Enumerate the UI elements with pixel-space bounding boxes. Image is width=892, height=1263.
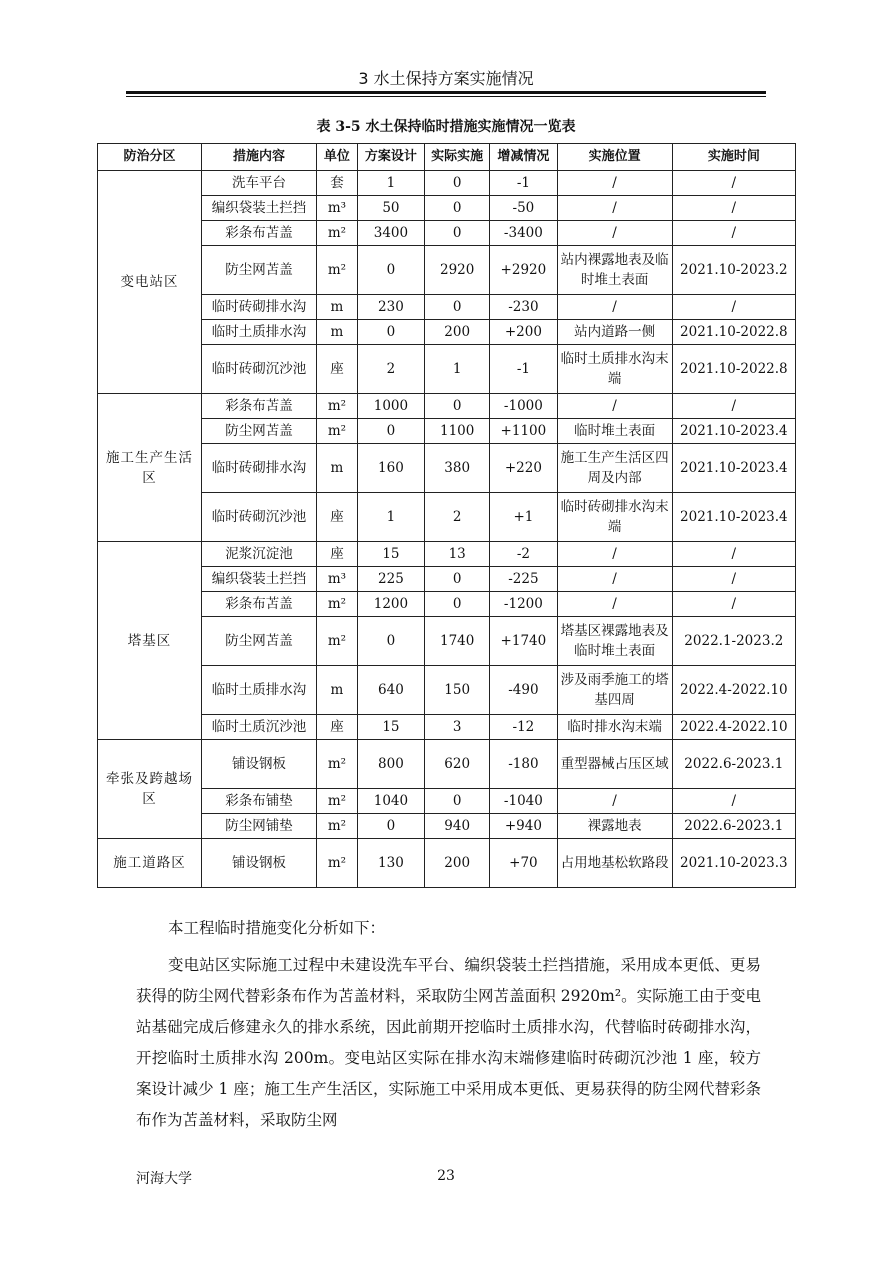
measure-cell: 临时砖砌沉沙池 <box>201 493 316 542</box>
table-header-row <box>98 144 796 171</box>
table-row <box>98 171 796 196</box>
design-cell: 0 <box>357 814 424 839</box>
location-cell: 裸露地表 <box>557 814 672 839</box>
measure-cell: 防尘网苫盖 <box>201 246 316 295</box>
unit-cell: m <box>317 295 358 320</box>
table-row <box>98 394 796 419</box>
measure-cell: 泥浆沉淀池 <box>201 542 316 567</box>
actual-cell: 3 <box>425 715 490 740</box>
location-cell: / <box>557 295 672 320</box>
change-cell: -1 <box>490 171 557 196</box>
table-row <box>98 567 796 592</box>
table-row <box>98 295 796 320</box>
design-cell: 160 <box>357 444 424 493</box>
actual-cell: 0 <box>425 196 490 221</box>
measure-cell: 临时砖砌排水沟 <box>201 444 316 493</box>
table-row <box>98 666 796 715</box>
measures-table <box>97 143 796 888</box>
time-cell: 2022.6-2023.1 <box>672 814 795 839</box>
change-cell: -3400 <box>490 221 557 246</box>
time-cell: 2021.10-2022.8 <box>672 345 795 394</box>
actual-cell: 0 <box>425 789 490 814</box>
change-cell: +220 <box>490 444 557 493</box>
change-cell: +1 <box>490 493 557 542</box>
location-cell: / <box>557 171 672 196</box>
measure-cell: 临时土质排水沟 <box>201 320 316 345</box>
change-cell: +940 <box>490 814 557 839</box>
design-cell: 15 <box>357 715 424 740</box>
unit-cell: m² <box>317 419 358 444</box>
table-row <box>98 246 796 295</box>
zone-cell: 施工生产生活区 <box>98 394 202 542</box>
location-cell: 站内裸露地表及临时堆土表面 <box>557 246 672 295</box>
location-cell: / <box>557 567 672 592</box>
change-cell: +70 <box>490 839 557 888</box>
table-row <box>98 221 796 246</box>
table-row <box>98 320 796 345</box>
measure-cell: 防尘网苫盖 <box>201 617 316 666</box>
measure-cell: 编织袋装土拦挡 <box>201 196 316 221</box>
design-cell: 0 <box>357 617 424 666</box>
actual-cell: 200 <box>425 320 490 345</box>
change-cell: -180 <box>490 740 557 789</box>
location-cell: 重型器械占压区域 <box>557 740 672 789</box>
location-cell: 塔基区裸露地表及临时堆土表面 <box>557 617 672 666</box>
location-cell: 涉及雨季施工的塔基四周 <box>557 666 672 715</box>
change-cell: -12 <box>490 715 557 740</box>
unit-cell: 座 <box>317 542 358 567</box>
unit-cell: m³ <box>317 196 358 221</box>
time-cell: 2022.6-2023.1 <box>672 740 795 789</box>
change-cell: -2 <box>490 542 557 567</box>
table-caption: 表 3-5 水土保持临时措施实施情况一览表 <box>316 119 576 135</box>
measure-cell: 临时砖砌沉沙池 <box>201 345 316 394</box>
analysis-intro: 本工程临时措施变化分析如下： <box>168 919 386 937</box>
actual-cell: 0 <box>425 394 490 419</box>
time-cell: 2021.10-2023.4 <box>672 419 795 444</box>
unit-cell: 座 <box>317 493 358 542</box>
change-cell: +200 <box>490 320 557 345</box>
unit-cell: 座 <box>317 715 358 740</box>
measure-cell: 彩条布苫盖 <box>201 221 316 246</box>
column-header: 防治分区 <box>98 144 202 171</box>
unit-cell: m <box>317 444 358 493</box>
change-cell: -225 <box>490 567 557 592</box>
design-cell: 225 <box>357 567 424 592</box>
table-row <box>98 345 796 394</box>
change-cell: -50 <box>490 196 557 221</box>
zone-cell: 变电站区 <box>98 171 202 394</box>
actual-cell: 2920 <box>425 246 490 295</box>
column-header: 单位 <box>317 144 358 171</box>
table-row <box>98 196 796 221</box>
column-header: 实施位置 <box>557 144 672 171</box>
table-row <box>98 740 796 789</box>
table-row <box>98 715 796 740</box>
measure-cell: 彩条布苫盖 <box>201 394 316 419</box>
design-cell: 1 <box>357 493 424 542</box>
table-row <box>98 444 796 493</box>
unit-cell: m² <box>317 839 358 888</box>
time-cell: / <box>672 394 795 419</box>
unit-cell: m² <box>317 592 358 617</box>
time-cell: / <box>672 171 795 196</box>
design-cell: 230 <box>357 295 424 320</box>
header-rule-thick <box>126 91 766 94</box>
design-cell: 640 <box>357 666 424 715</box>
location-cell: 临时堆土表面 <box>557 419 672 444</box>
table-row <box>98 493 796 542</box>
measure-cell: 临时土质排水沟 <box>201 666 316 715</box>
page-number: 23 <box>437 1168 455 1184</box>
unit-cell: 套 <box>317 171 358 196</box>
change-cell: -1000 <box>490 394 557 419</box>
analysis-paragraph: 变电站区实际施工过程中未建设洗车平台、编织袋装土拦挡措施，采用成本更低、更易获得的防尘网代替彩条布作为苫盖材料，采取防尘网苫盖面积 2920m²。实际施工由于变电站基础完成后修建永久的排水系统，因此前期开挖临时土质排水沟，代替临时砖砌排水沟，开挖临时土质排水沟 200m。变电站区实际在排水沟末端修建临时砖砌沉沙池 1 座，较方案设计减少 1 座；施工生产生活区，实际施工中采用成本更低、更易获得的防尘网代替彩条布作为苫盖材料，采取防尘网 <box>136 956 761 1129</box>
table-row <box>98 617 796 666</box>
time-cell: 2021.10-2023.3 <box>672 839 795 888</box>
time-cell: / <box>672 789 795 814</box>
unit-cell: m² <box>317 221 358 246</box>
unit-cell: m <box>317 320 358 345</box>
change-cell: -230 <box>490 295 557 320</box>
measure-cell: 编织袋装土拦挡 <box>201 567 316 592</box>
actual-cell: 1740 <box>425 617 490 666</box>
column-header: 措施内容 <box>201 144 316 171</box>
location-cell: / <box>557 394 672 419</box>
actual-cell: 0 <box>425 592 490 617</box>
table-row <box>98 839 796 888</box>
actual-cell: 2 <box>425 493 490 542</box>
measure-cell: 临时砖砌排水沟 <box>201 295 316 320</box>
design-cell: 0 <box>357 419 424 444</box>
table-row <box>98 592 796 617</box>
footer-institution: 河海大学 <box>136 1171 192 1187</box>
table-row <box>98 419 796 444</box>
change-cell: +1100 <box>490 419 557 444</box>
location-cell: 临时砖砌排水沟末端 <box>557 493 672 542</box>
measure-cell: 临时土质沉沙池 <box>201 715 316 740</box>
design-cell: 15 <box>357 542 424 567</box>
time-cell: 2021.10-2023.4 <box>672 493 795 542</box>
design-cell: 130 <box>357 839 424 888</box>
time-cell: 2021.10-2023.4 <box>672 444 795 493</box>
time-cell: / <box>672 221 795 246</box>
change-cell: +2920 <box>490 246 557 295</box>
time-cell: / <box>672 592 795 617</box>
actual-cell: 150 <box>425 666 490 715</box>
location-cell: / <box>557 196 672 221</box>
unit-cell: m² <box>317 740 358 789</box>
location-cell: 临时土质排水沟末端 <box>557 345 672 394</box>
unit-cell: m² <box>317 814 358 839</box>
change-cell: -490 <box>490 666 557 715</box>
measure-cell: 彩条布铺垫 <box>201 789 316 814</box>
design-cell: 800 <box>357 740 424 789</box>
design-cell: 1000 <box>357 394 424 419</box>
measure-cell: 洗车平台 <box>201 171 316 196</box>
design-cell: 2 <box>357 345 424 394</box>
zone-cell: 牵张及跨越场区 <box>98 740 202 839</box>
time-cell: / <box>672 295 795 320</box>
location-cell: 施工生产生活区四周及内部 <box>557 444 672 493</box>
design-cell: 3400 <box>357 221 424 246</box>
location-cell: 临时排水沟末端 <box>557 715 672 740</box>
unit-cell: m² <box>317 394 358 419</box>
design-cell: 1040 <box>357 789 424 814</box>
actual-cell: 0 <box>425 221 490 246</box>
location-cell: / <box>557 789 672 814</box>
table-row <box>98 814 796 839</box>
time-cell: / <box>672 196 795 221</box>
measure-cell: 防尘网铺垫 <box>201 814 316 839</box>
table-body <box>98 171 796 888</box>
location-cell: 站内道路一侧 <box>557 320 672 345</box>
unit-cell: 座 <box>317 345 358 394</box>
design-cell: 1 <box>357 171 424 196</box>
time-cell: 2022.4-2022.10 <box>672 715 795 740</box>
measure-cell: 彩条布苫盖 <box>201 592 316 617</box>
header-rule-thin <box>126 96 766 97</box>
time-cell: 2021.10-2023.2 <box>672 246 795 295</box>
table-row <box>98 542 796 567</box>
measure-cell: 铺设钢板 <box>201 839 316 888</box>
actual-cell: 0 <box>425 171 490 196</box>
actual-cell: 13 <box>425 542 490 567</box>
location-cell: 占用地基松软路段 <box>557 839 672 888</box>
measure-cell: 铺设钢板 <box>201 740 316 789</box>
zone-cell: 塔基区 <box>98 542 202 740</box>
unit-cell: m³ <box>317 567 358 592</box>
change-cell: -1200 <box>490 592 557 617</box>
time-cell: 2022.4-2022.10 <box>672 666 795 715</box>
design-cell: 0 <box>357 246 424 295</box>
actual-cell: 380 <box>425 444 490 493</box>
column-header: 实施时间 <box>672 144 795 171</box>
unit-cell: m² <box>317 789 358 814</box>
column-header: 实际实施 <box>425 144 490 171</box>
column-header: 增减情况 <box>490 144 557 171</box>
location-cell: / <box>557 592 672 617</box>
actual-cell: 0 <box>425 295 490 320</box>
design-cell: 50 <box>357 196 424 221</box>
unit-cell: m² <box>317 617 358 666</box>
zone-cell: 施工道路区 <box>98 839 202 888</box>
unit-cell: m² <box>317 246 358 295</box>
measure-cell: 防尘网苫盖 <box>201 419 316 444</box>
unit-cell: m <box>317 666 358 715</box>
design-cell: 1200 <box>357 592 424 617</box>
time-cell: 2022.1-2023.2 <box>672 617 795 666</box>
change-cell: -1 <box>490 345 557 394</box>
location-cell: / <box>557 542 672 567</box>
column-header: 方案设计 <box>357 144 424 171</box>
design-cell: 0 <box>357 320 424 345</box>
running-header: 3 水土保持方案实施情况 <box>358 69 534 88</box>
actual-cell: 620 <box>425 740 490 789</box>
actual-cell: 1 <box>425 345 490 394</box>
actual-cell: 0 <box>425 567 490 592</box>
table-row <box>98 789 796 814</box>
time-cell: 2021.10-2022.8 <box>672 320 795 345</box>
change-cell: -1040 <box>490 789 557 814</box>
time-cell: / <box>672 567 795 592</box>
change-cell: +1740 <box>490 617 557 666</box>
actual-cell: 940 <box>425 814 490 839</box>
time-cell: / <box>672 542 795 567</box>
actual-cell: 1100 <box>425 419 490 444</box>
actual-cell: 200 <box>425 839 490 888</box>
location-cell: / <box>557 221 672 246</box>
